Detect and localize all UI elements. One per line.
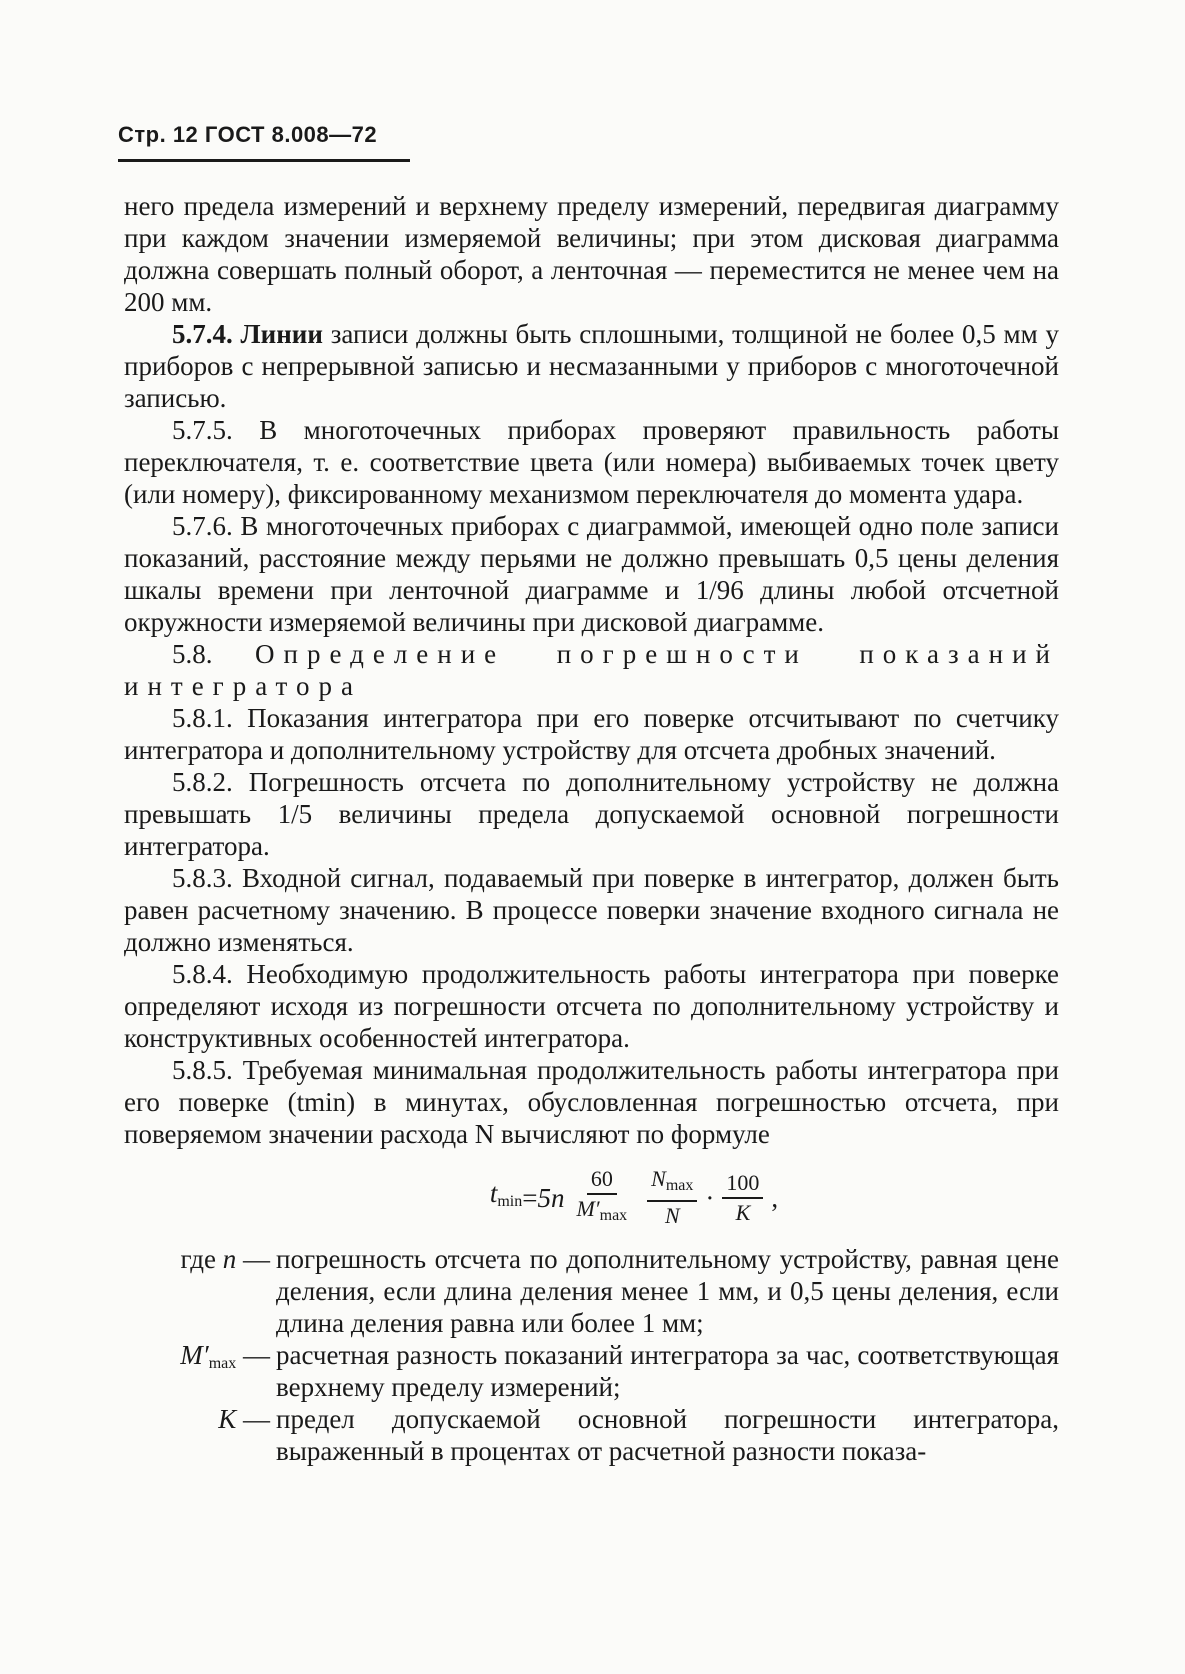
legend-key <box>124 1339 276 1380</box>
legend-row <box>124 1243 1059 1339</box>
formula-lhs <box>490 1177 522 1218</box>
fraction-denominator <box>572 1195 631 1229</box>
legend-key <box>124 1243 276 1284</box>
fraction-numerator: 100 <box>722 1170 763 1199</box>
paragraph-5-8-2: 5.8.2. Погрешность отсчета по дополнительному устройству не должна превышать 1/5 величины предела допускаемой основной погрешности интегратора. <box>124 767 1059 861</box>
legend-dash: — <box>236 1404 270 1434</box>
legend-key-prefix: где <box>180 1244 223 1274</box>
paragraph-5-8-1: 5.8.1. Показания интегратора при его поверке отсчитывают по счетчику интегратора и дополнительному устройству для отсчета дробных значений. <box>124 703 1059 765</box>
formula-coef: 5n <box>537 1182 565 1213</box>
legend-dash: — <box>236 1244 270 1274</box>
fraction-denominator <box>661 1202 684 1229</box>
legend-description: расчетная разность показаний интегратора за час, соответствующая верхнему пределу измерений; <box>276 1340 1059 1402</box>
paragraph-5-8-4: 5.8.4. Необходимую продолжительность работы интегратора при поверке определяют исходя из погрешности отсчета по дополнительному устройству и конструктивных особенностей интегратора. <box>124 959 1059 1053</box>
fraction-den-var: M′ <box>576 1196 600 1221</box>
fraction-den-sub: max <box>599 1207 628 1224</box>
page-header: Стр. 12 ГОСТ 8.008—72 <box>118 122 378 147</box>
header-rule <box>118 159 410 162</box>
legend-description: погрешность отсчета по дополнительному устройству, равная цене деления, если длина деления менее 1 мм, и 0,5 цены деления, если длина деления равна или более 1 мм; <box>276 1244 1059 1338</box>
legend-row <box>124 1403 1059 1467</box>
formula-fraction-1 <box>572 1166 631 1229</box>
formula-trailing-comma: , <box>771 1182 779 1213</box>
formula <box>354 1166 914 1229</box>
fraction-numerator: 60 <box>587 1166 617 1195</box>
document-body <box>124 190 1059 1467</box>
formula-dot: · <box>705 1182 715 1213</box>
legend-key-var: M′ <box>180 1340 209 1370</box>
legend-row <box>124 1339 1059 1403</box>
paragraph-5-7-6: 5.7.6. В многоточечных приборах с диаграммой, имеющей одно поле записи показаний, расстояние между перьями не должно превышать 0,5 цены деления шкалы времени при ленточной диаграмме и 1/96 длины любой отсчетной окружности измеряемой величины при дисковой диаграмме. <box>124 511 1059 637</box>
legend-dash: — <box>236 1340 270 1370</box>
formula-equals: = <box>522 1182 538 1213</box>
section-title: Определение погрешности показаний интегратора <box>124 639 1060 701</box>
formula-lhs-sub: min <box>497 1193 523 1210</box>
formula-fraction-2 <box>647 1166 697 1229</box>
paragraph-lead-word: Линии <box>240 319 323 349</box>
paragraph-5-7-5: 5.7.5. В многоточечных приборах проверяют правильность работы переключателя, т. е. соответствие цвета (или номера) выбиваемых точек цвету (или номеру), фиксированному механизмом переключателя до момента удара. <box>124 415 1059 509</box>
section-number: 5.7.4. <box>172 319 233 349</box>
fraction-den-var: K <box>735 1199 751 1225</box>
legend-key-var: n <box>222 1244 237 1274</box>
fraction-numerator <box>647 1166 697 1202</box>
paragraph-continuation: него предела измерений и верхнему пределу измерений, передвигая диаграмму при каждом значении измеряемой величины; при этом дисковая диаграмма должна совершать полный оборот, а ленточная — переместится не менее чем на 200 мм. <box>124 191 1059 317</box>
section-number: 5.8. <box>172 639 213 669</box>
paragraph-5-8-5: 5.8.5. Требуемая минимальная продолжительность работы интегратора при его поверке (tmin) в минутах, обусловленная погрешностью отсчета, при поверяемом значении расхода N вычисляют по формуле <box>124 1055 1059 1149</box>
formula-legend <box>124 1243 1059 1467</box>
formula-lhs-var: t <box>489 1178 498 1208</box>
paragraph-5-8-3: 5.8.3. Входной сигнал, подаваемый при поверке в интегратор, должен быть равен расчетному значению. В процессе поверки значение входного сигнала не должно изменяться. <box>124 863 1059 957</box>
formula-fraction-3 <box>722 1170 763 1226</box>
paragraph-5-7-4 <box>124 318 1059 414</box>
legend-key-sub: max <box>208 1355 237 1372</box>
fraction-num-sub: max <box>665 1177 694 1194</box>
legend-key-var: K <box>218 1404 237 1434</box>
fraction-denominator <box>732 1199 755 1226</box>
fraction-num-var: N <box>651 1166 666 1191</box>
fraction-den-var: N <box>664 1203 680 1228</box>
paragraph-text: записи должны быть сплошными, толщиной не более 0,5 мм у приборов с непрерывной записью и несмазанными у приборов с многоточечной записью. <box>124 319 1059 413</box>
section-heading-5-8 <box>124 638 1059 702</box>
legend-description: предел допускаемой основной погрешности интегратора, выраженный в процентах от расчетной разности показа- <box>276 1404 1059 1466</box>
legend-key <box>124 1403 276 1444</box>
